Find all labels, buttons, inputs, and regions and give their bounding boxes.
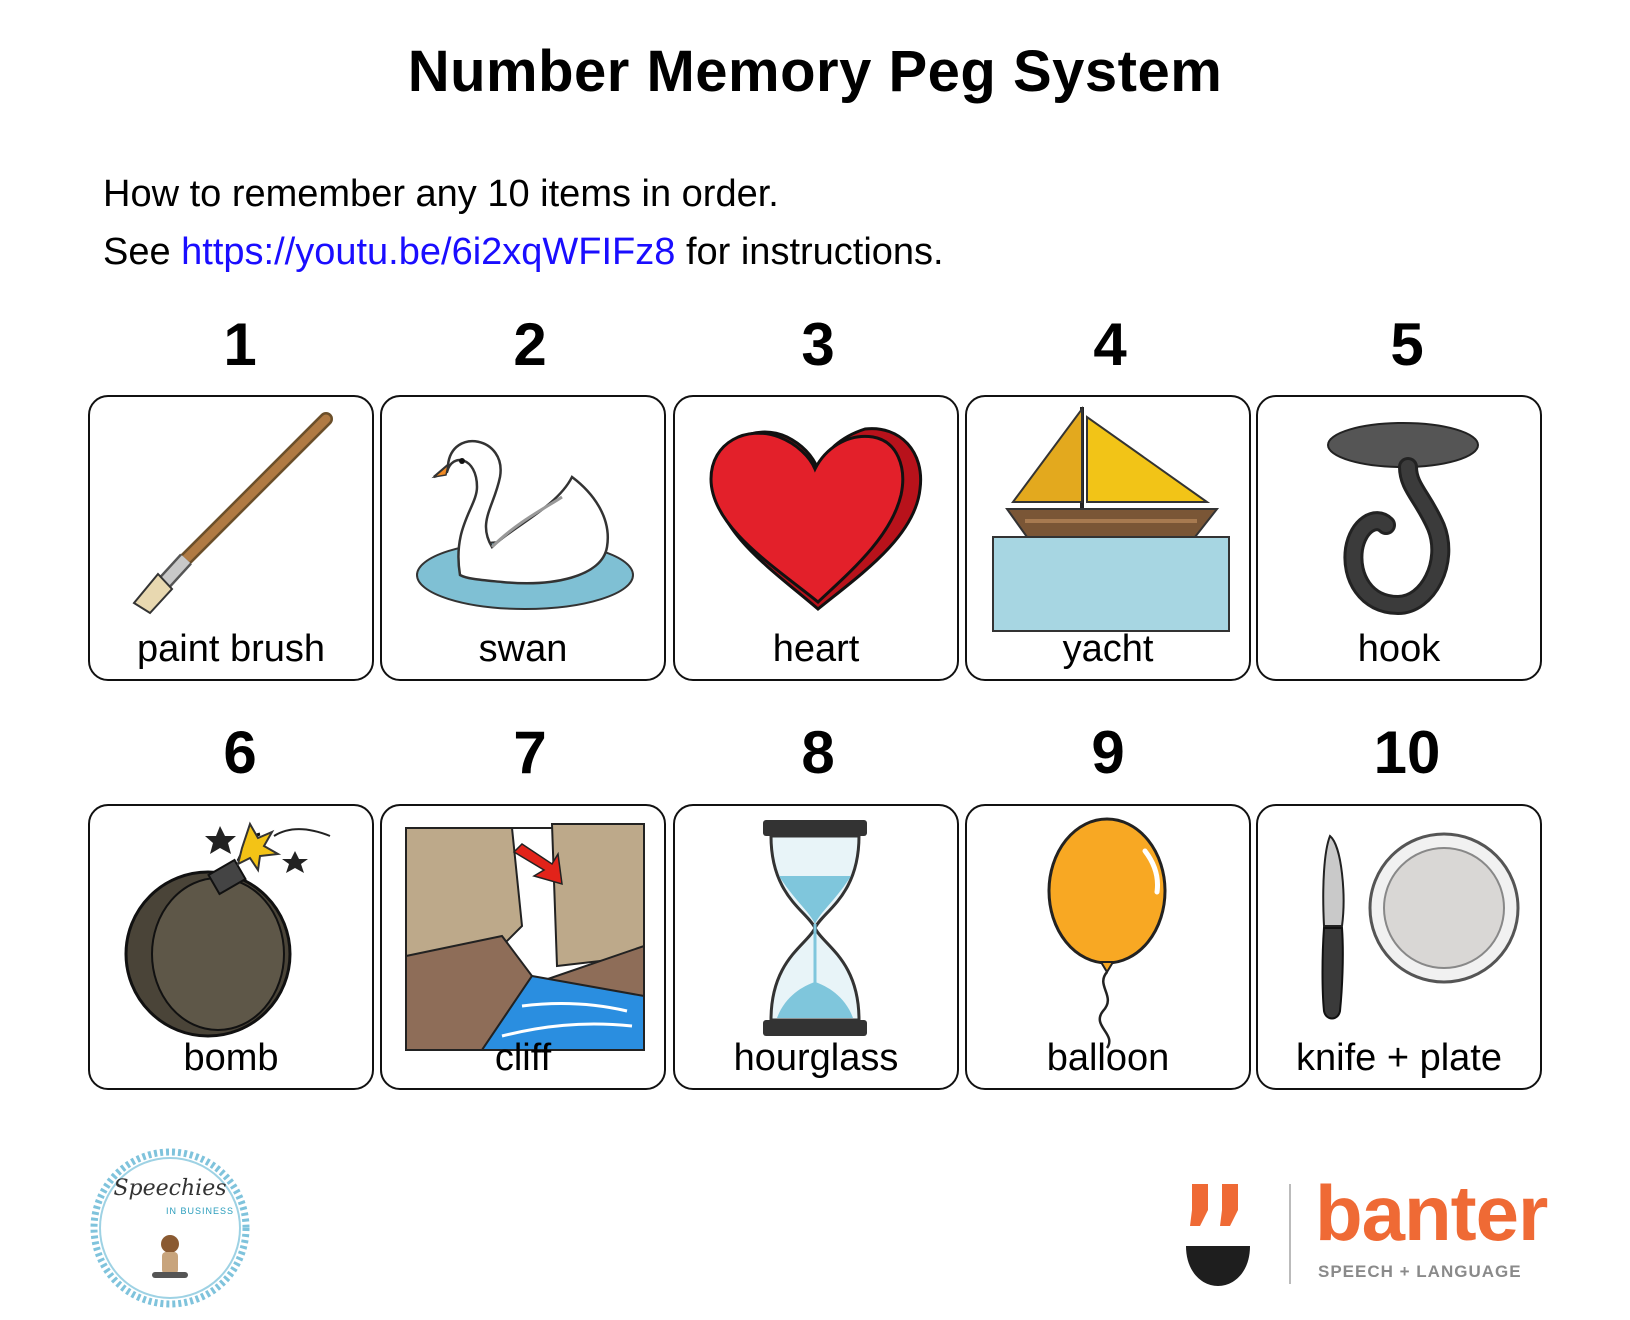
youtube-link[interactable]: https://youtu.be/6i2xqWFIFz8 <box>181 231 676 273</box>
peg-number-1: 1 <box>223 311 257 378</box>
peg-number-8: 8 <box>801 719 835 786</box>
intro-suffix: for instructions. <box>675 231 944 273</box>
banter-quote-icon <box>1180 1180 1310 1290</box>
peg-label-9: balloon <box>1046 1037 1170 1079</box>
peg-number-5: 5 <box>1390 311 1424 378</box>
banter-logo <box>1180 1169 1580 1290</box>
peg-card-8 <box>673 804 959 1090</box>
peg-card-5 <box>1256 395 1542 681</box>
peg-card-7 <box>380 804 666 1090</box>
peg-number-9: 9 <box>1091 719 1125 786</box>
peg-card-2 <box>380 395 666 681</box>
speechies-name: Speechies <box>113 1176 227 1201</box>
peg-number-6: 6 <box>223 719 257 786</box>
intro-text <box>103 165 944 281</box>
speechies-sub: IN BUSINESS <box>166 1206 235 1216</box>
peg-label-5: hook <box>1357 628 1441 670</box>
intro-line-1: How to remember any 10 items in order. <box>103 173 779 215</box>
peg-number-7: 7 <box>513 719 547 786</box>
peg-card-6 <box>88 804 374 1090</box>
peg-card-9 <box>965 804 1251 1090</box>
peg-label-8: hourglass <box>733 1037 899 1079</box>
peg-label-2: swan <box>478 628 568 670</box>
peg-number-3: 3 <box>801 311 835 378</box>
speechies-logo <box>88 1146 252 1310</box>
peg-label-3: heart <box>772 628 860 670</box>
peg-card-4 <box>965 395 1251 681</box>
peg-label-1: paint brush <box>136 628 325 670</box>
peg-card-10 <box>1256 804 1542 1090</box>
peg-label-6: bomb <box>183 1037 279 1079</box>
banter-tagline: SPEECH + LANGUAGE <box>1318 1262 1522 1281</box>
peg-label-4: yacht <box>1062 628 1154 670</box>
peg-number-10: 10 <box>1373 719 1441 786</box>
page-title: Number Memory Peg System <box>407 39 1223 104</box>
speechies-badge-icon <box>88 1146 252 1310</box>
peg-number-4: 4 <box>1093 311 1127 378</box>
peg-card-1 <box>88 395 374 681</box>
intro-see: See <box>103 231 182 273</box>
peg-label-7: cliff <box>494 1037 552 1079</box>
peg-label-10: knife + plate <box>1296 1037 1502 1079</box>
peg-number-2: 2 <box>513 311 547 378</box>
peg-card-3 <box>673 395 959 681</box>
banter-wordmark: banter <box>1315 1169 1548 1257</box>
intro-line-2 <box>103 223 944 281</box>
